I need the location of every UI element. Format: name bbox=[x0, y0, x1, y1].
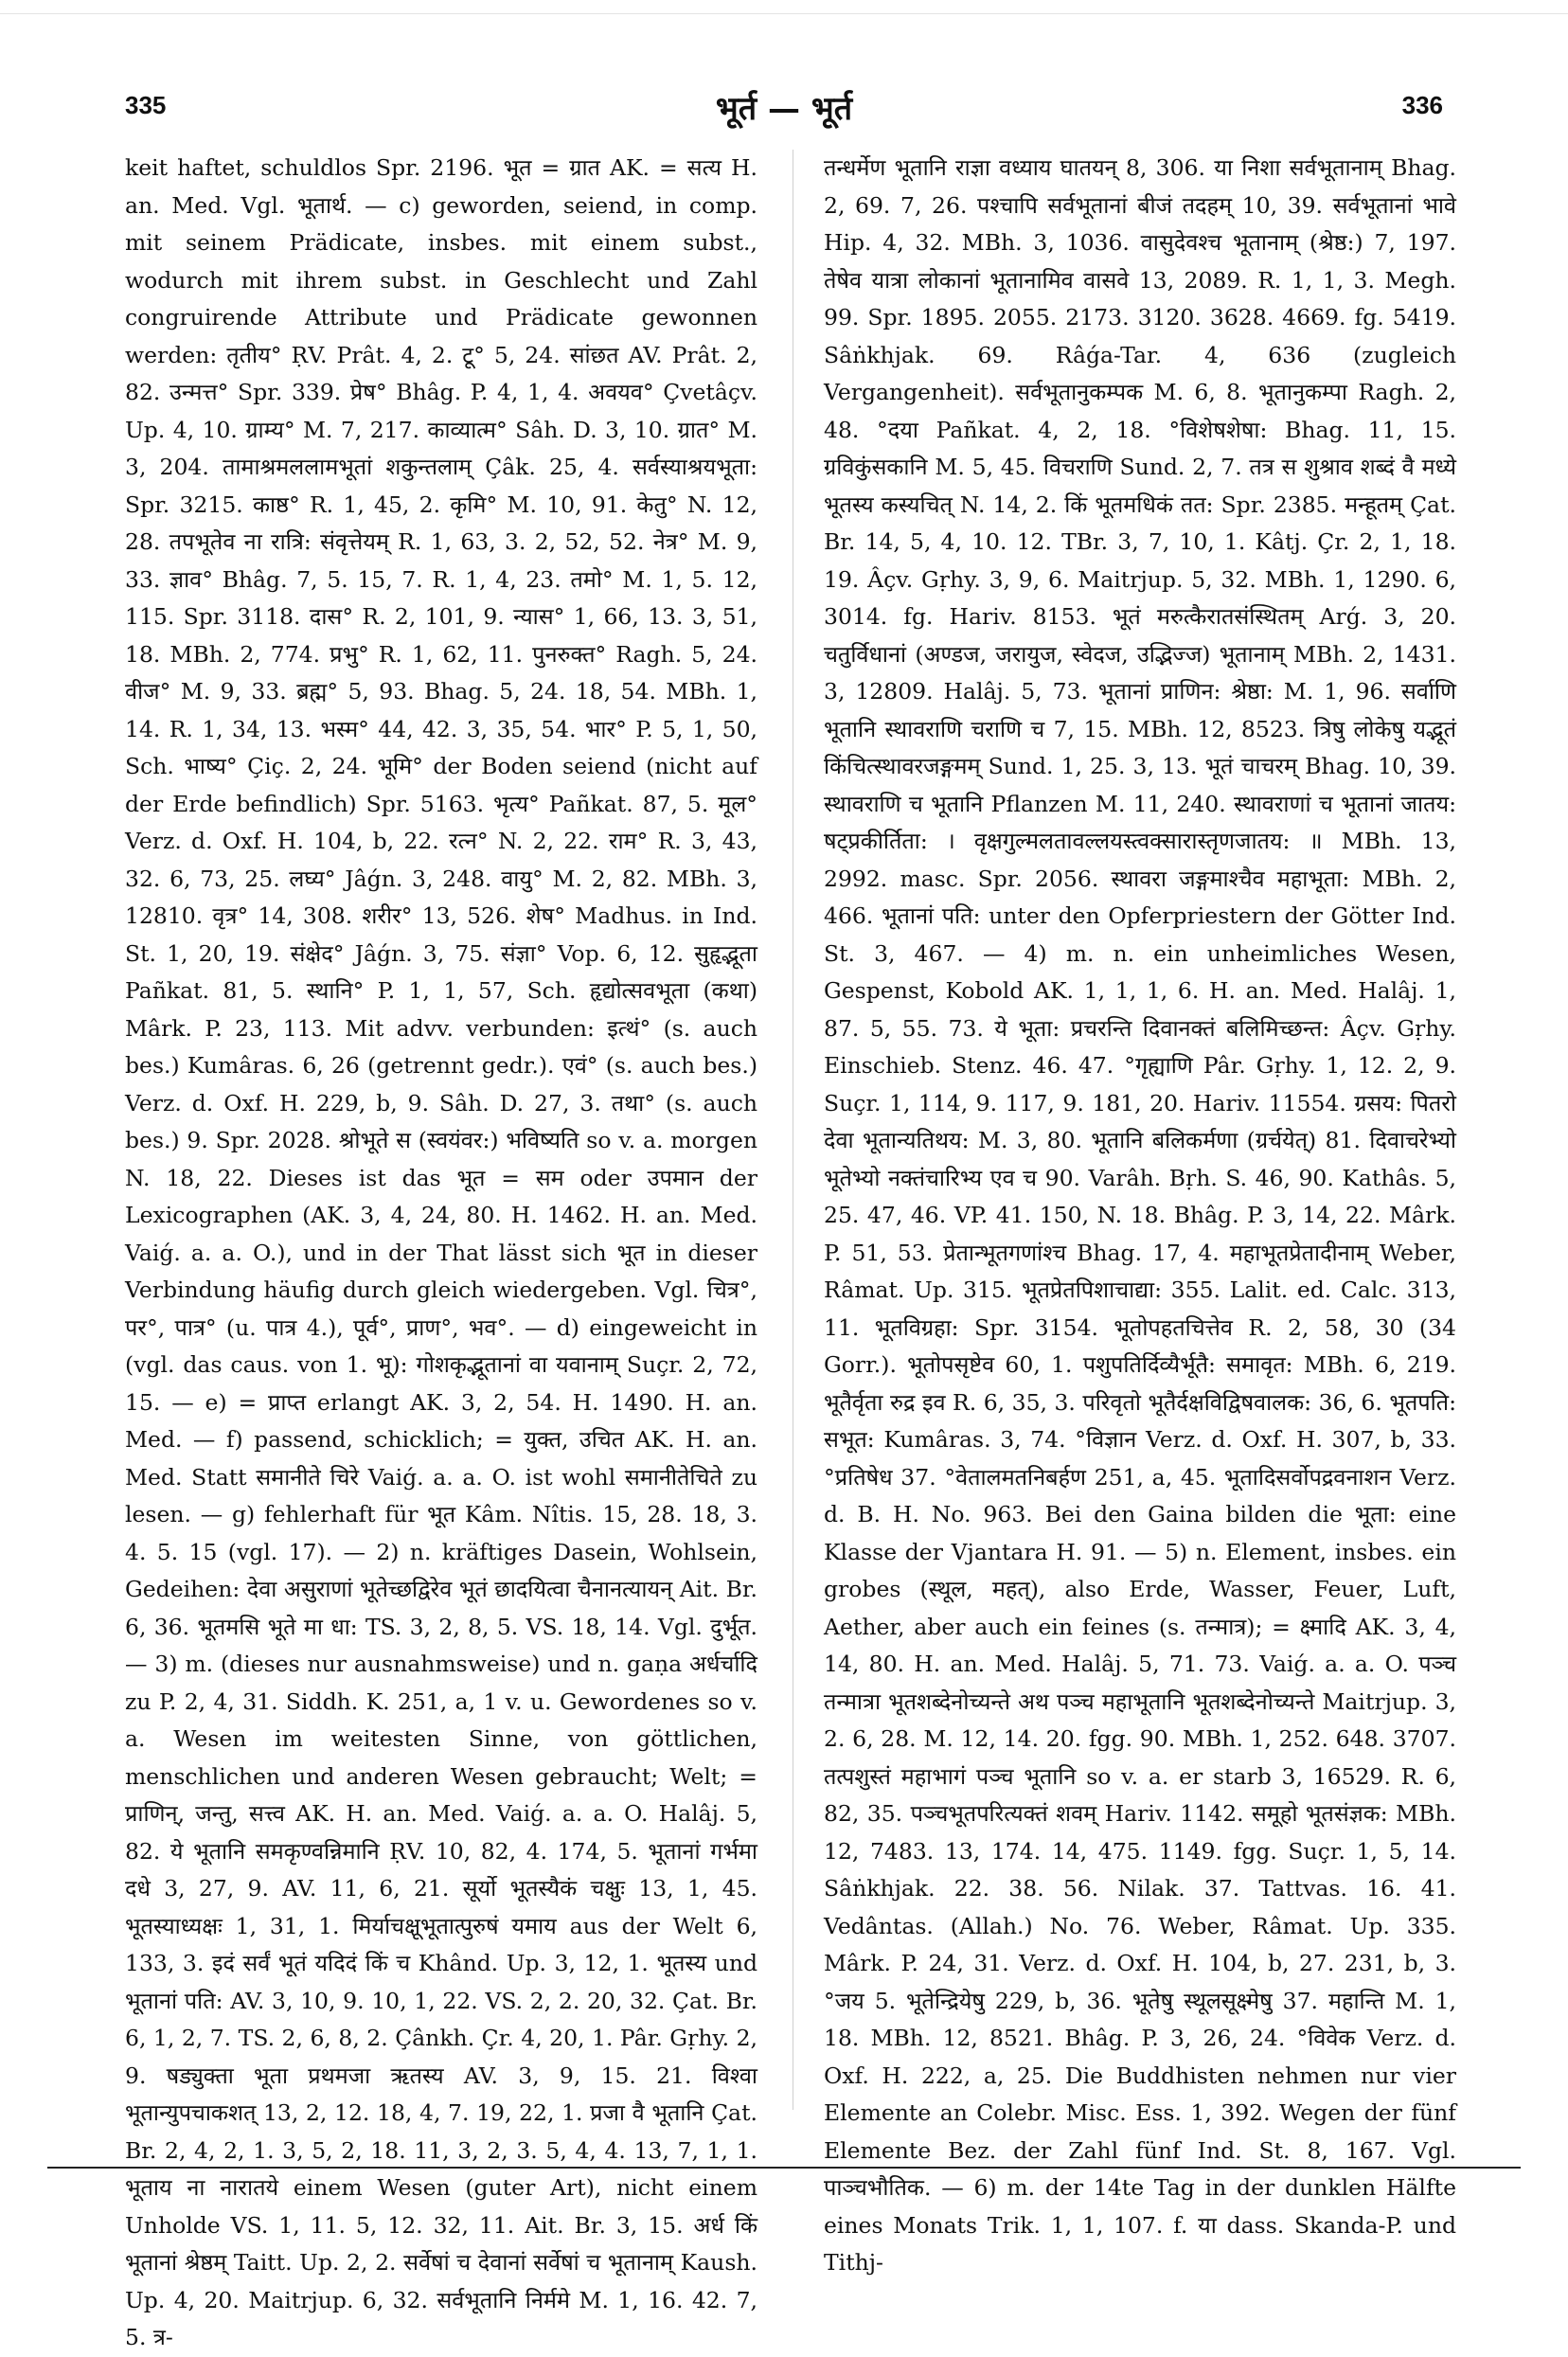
footer-rule bbox=[47, 2167, 1521, 2169]
left-column-text: keit haftet, schuldlos Spr. 2196. भूत = ग्रात AK. = सत्य H. an. Med. Vgl. भूतार्थ. — c) geworden, seiend, in comp. mit seinem Prädicate, insbes. mit einem subst., wodurch mit ihrem subst. in Geschlecht und Zahl congruirende Attribute und Prädicate gewonnen werden: तृतीय° ṚV. Prât. 4, 2. टू° 5, 24. सांछत AV. Prât. 2, 82. उन्मत्त° Spr. 339. प्रेष° Bhâg. P. 4, 1, 4. अवयव° Çvetâçv. Up. 4, 10. ग्राम्य° M. 7, 217. काव्यात्म° Sâh. D. 3, 10. ग्रात° M. 3, 204. तामाश्रमललामभूतां शकुन्तलाम् Çâk. 25, 4. सर्वस्याश्रयभूता: Spr. 3215. काष्ठ° R. 1, 45, 2. कृमि° M. 10, 91. केतु° N. 12, 28. तपभूतेव ना रात्रि: संवृत्तेयम् R. 1, 63, 3. 2, 52, 52. नेत्र° M. 9, 33. ज्ञाव° Bhâg. 7, 5. 15, 7. R. 1, 4, 23. तमो° M. 1, 5. 12, 115. Spr. 3118. दास° R. 2, 101, 9. न्यास° 1, 66, 13. 3, 51, 18. MBh. 2, 774. प्रभु° R. 1, 62, 11. पुनरुक्त° Ragh. 5, 24. वीज° M. 9, 33. ब्रह्म° 5, 93. Bhag. 5, 24. 18, 54. MBh. 1, 14. R. 1, 34, 13. भस्म° 44, 42. 3, 35, 54. भार° P. 5, 1, 50, Sch. भाष्य° Çiç. 2, 24. भूमि° der Boden seiend (nicht auf der Erde befindlich) Spr. 5163. भृत्य° Pañkat. 87, 5. मूल° Verz. d. Oxf. H. 104, b, 22. रत्न° N. 2, 22. राम° R. 3, 43, 32. 6, 73, 25. लघ्य° Jâǵn. 3, 248. वायु° M. 2, 82. MBh. 3, 12810. वृत्र° 14, 308. शरीर° 13, 526. शेष° Madhus. in Ind. St. 1, 20, 19. संक्षेद° Jâǵn. 3, 75. संज्ञा° Vop. 6, 12. सुहृद्भूता Pañkat. 81, 5. स्थानि° P. 1, 1, 57, Sch. हृद्योत्सवभूता (कथा) Mârk. P. 23, 113. Mit advv. verbunden: इत्थं° (s. auch bes.) Kumâras. 6, 26 (getrennt gedr.). एवं° (s. auch bes.) Verz. d. Oxf. H. 229, b, 9. Sâh. D. 27, 3. तथा° (s. auch bes.) 9. Spr. 2028. श्रोभूते स (स्वयंवर:) भविष्यति so v. a. morgen N. 18, 22. Dieses ist das भूत = सम oder उपमान der Lexicographen (AK. 3, 4, 24, 80. H. 1462. H. an. Med. Vaiǵ. a. a. O.), und in der That lässt sich भूत in dieser Verbindung häufig durch gleich wiedergeben. Vgl. चित्र°, पर°, पात्र° (u. पात्र 4.), पूर्व°, प्राण°, भव°. — d) eingeweicht in (vgl. das caus. von 1. भू): गोशकृद्भूतानां वा यवानाम् Suçr. 2, 72, 15. — e) = प्राप्त erlangt AK. 3, 2, 54. H. 1490. H. an. Med. — f) passend, schicklich; = युक्त, उचित AK. H. an. Med. Statt समानीते चिरे Vaiǵ. a. a. O. ist wohl समानीतेचिते zu lesen. — g) fehlerhaft für भूत Kâm. Nîtis. 15, 28. 18, 3. 4. 5. 15 (vgl. 17). — 2) n. kräftiges Dasein, Wohlsein, Gedeihen: देवा असुराणां भूतेच्छद्विरेव भूतं छादयित्वा चैनानत्यायन् Ait. Br. 6, 36. भूतमसि भूते मा धा: TS. 3, 2, 8, 5. VS. 18, 14. Vgl. दुर्भूत. — 3) m. (dieses nur ausnahmsweise) und n. gaṇa अर्धर्चादि zu P. 2, 4, 31. Siddh. K. 251, a, 1 v. u. Gewordenes so v. a. Wesen im weitesten Sinne, von göttlichen, menschlichen und anderen Wesen gebraucht; Welt; = प्राणिन्, जन्तु, सत्त्व AK. H. an. Med. Vaiǵ. a. a. O. Halâj. 5, 82. ये भूतानि समकृण्वन्निमानि ṚV. 10, 82, 4. 174, 5. भूतानां गर्भमा दधे 3, 27, 9. AV. 11, 6, 21. सूर्यो भूतस्यैकं चक्षुः 13, 1, 45. भूतस्याध्यक्षः 1, 31, 1. मिर्याचक्षूभूतात्पुरुषं यमाय aus der Welt 6, 133, 3. इदं सर्वं भूतं यदिदं किं च Khând. Up. 3, 12, 1. भूतस्य und भूतानां पति: AV. 3, 10, 9. 10, 1, 22. VS. 2, 2. 20, 32. Çat. Br. 6, 1, 2, 7. TS. 2, 6, 8, 2. Çânkh. Çr. 4, 20, 1. Pâr. Gṛhy. 2, 9. षड्युक्ता भूता प्रथमजा ऋतस्य AV. 3, 9, 15. 21. विश्वा भूतान्युपचाकशत् 13, 2, 12. 18, 4, 7. 19, 22, 1. प्रजा वै भूतानि Çat. Br. 2, 4, 2, 1. 3, 5, 2, 18. 11, 3, 2, 3. 5, 4, 4. 13, 7, 1, 1. भूताय ना नारातये einem Wesen (guter Art), nicht einem Unholde VS. 1, 11. 5, 12. 32, 11. Ait. Br. 3, 15. अर्ध किं भूतानां श्रेष्ठम् Taitt. Up. 2, 2. सर्वेषां च देवानां सर्वेषां च भूतानाम् Kaush. Up. 4, 20. Maitrjup. 6, 32. सर्वभूतानि निर्ममे M. 1, 16. 42. 7, 5. त्र- bbox=[125, 154, 757, 2350]
right-column bbox=[824, 150, 1456, 2276]
running-head: भूर्त — भूर्त bbox=[715, 90, 853, 128]
right-column-text: तन्धर्मेण भूतानि राज्ञा वध्याय घातयन् 8, 306. या निशा सर्वभूतानाम् Bhag. 2, 69. 7, 26. पश्चापि सर्वभूतानां बीजं तदहम् 10, 39. सर्वभूतानां भावे Hip. 4, 32. MBh. 3, 1036. वासुदेवश्च भूतानाम् (श्रेष्ठ:) 7, 197. तेषेव यात्रा लोकानां भूतानामिव वासवे 13, 2089. R. 1, 1, 3. Megh. 99. Spr. 1895. 2055. 2173. 3120. 3628. 4669. fg. 5419. Sâṅkhjak. 69. Râǵa-Tar. 4, 636 (zugleich Vergangenheit). सर्वभूतानुकम्पक M. 6, 8. भूतानुकम्पा Ragh. 2, 48. °दया Pañkat. 4, 2, 18. °विशेषशेषा: Bhag. 11, 15. ग्रविकुंसकानि M. 5, 45. विचराणि Sund. 2, 7. तत्र स शुश्राव शब्दं वै मध्ये भूतस्य कस्यचित् N. 14, 2. किं भूतमधिकं तत: Spr. 2385. मन्हूतम् Çat. Br. 14, 5, 4, 10. 12. TBr. 3, 7, 10, 1. Kâtj. Çr. 2, 1, 18. 19. Âçv. Gṛhy. 3, 9, 6. Maitrjup. 5, 32. MBh. 1, 1290. 6, 3014. fg. Hariv. 8153. भूतं मरुत्कैरातसंस्थितम् Arǵ. 3, 20. चतुर्विधानां (अण्डज, जरायुज, स्वेदज, उद्भिज्ज) भूतानाम् MBh. 2, 1431. 3, 12809. Halâj. 5, 73. भूतानां प्राणिन: श्रेष्ठा: M. 1, 96. सर्वाणि भूतानि स्थावराणि चराणि च 7, 15. MBh. 12, 8523. त्रिषु लोकेषु यद्भूतं किंचित्स्थावरजङ्गमम् Sund. 1, 25. 3, 13. भूतं चाचरम् Bhag. 10, 39. स्थावराणि च भूतानि Pflanzen M. 11, 240. स्थावराणां च भूतानां जातय: षट्प्रकीर्तिता: । वृक्षगुल्मलतावल्लयस्त्वक्सारास्तृणजातय: ॥ MBh. 13, 2992. masc. Spr. 2056. स्थावरा जङ्गमाश्चैव महाभूता: MBh. 2, 466. भूतानां पति: unter den Opferpriestern der Götter Ind. St. 3, 467. — 4) m. n. ein unheimliches Wesen, Gespenst, Kobold AK. 1, 1, 1, 6. H. an. Med. Halâj. 1, 87. 5, 55. 73. ये भूता: प्रचरन्ति दिवानक्तं बलिमिच्छन्त: Âçv. Gṛhy. Einschieb. Stenz. 46. 47. °गृह्याणि Pâr. Gṛhy. 1, 12. 2, 9. Suçr. 1, 114, 9. 117, 9. 181, 20. Hariv. 11554. ग्रसय: पितरो देवा भूतान्यतिथय: M. 3, 80. भूतानि बलिकर्मणा (ग्रर्चयेत्) 81. दिवाचरेभ्यो भूतेभ्यो नक्तंचारिभ्य एव च 90. Varâh. Bṛh. S. 46, 90. Kathâs. 5, 25. 47, 46. VP. 41. 150, N. 18. Bhâg. P. 3, 14, 22. Mârk. P. 51, 53. प्रेतान्भूतगणांश्च Bhag. 17, 4. महाभूतप्रेतादीनाम् Weber, Râmat. Up. 315. भूतप्रेतपिशाचाद्या: 355. Lalit. ed. Calc. 313, 11. भूतविग्रहा: Spr. 3154. भूतोपहतचित्तेव R. 2, 58, 30 (34 Gorr.). भूतोपसृष्टेव 60, 1. पशुपतिर्दिव्यैर्भूतै: समावृत: MBh. 6, 219. भूतैर्वृता रुद्र इव R. 6, 35, 3. परिवृतो भूतैर्दक्षविद्विषवालक: 36, 6. भूतपति: सभूत: Kumâras. 3, 74. °विज्ञान Verz. d. Oxf. H. 307, b, 33. °प्रतिषेध 37. °वेतालमतनिबर्हण 251, a, 45. भूतादिसर्वोपद्रवनाशन Verz. d. B. H. No. 963. Bei den Gaina bilden die भूता: eine Klasse der Vjantara H. 91. — 5) n. Element, insbes. ein grobes (स्थूल, महत्), also Erde, Wasser, Feuer, Luft, Aether, aber auch ein feines (s. तन्मात्र); = क्ष्मादि AK. 3, 4, 14, 80. H. an. Med. Halâj. 5, 71. 73. Vaiǵ. a. a. O. पञ्च तन्मात्रा भूतशब्देनोच्यन्ते अथ पञ्च महाभूतानि भूतशब्देनोच्यन्ते Maitrjup. 3, 2. 6, 28. M. 12, 14. 20. fgg. 90. MBh. 1, 252. 648. 3707. तत्पशुस्तं महाभागं पञ्च भूतानि so v. a. er starb 3, 16529. R. 6, 82, 35. पञ्चभूतपरित्यक्तं शवम् Hariv. 1142. समूहो भूतसंज्ञक: MBh. 12, 7483. 13, 174. 14, 475. 1149. fgg. Suçr. 1, 5, 14. Sâṅkhjak. 22. 38. 56. Nilak. 37. Tattvas. 16. 41. Vedântas. (Allah.) No. 76. Weber, Râmat. Up. 335. Mârk. P. 24, 31. Verz. d. Oxf. H. 104, b, 27. 231, b, 3. °जय 5. भूतेन्द्रियेषु 229, b, 36. भूतेषु स्थूलसूक्ष्मेषु 37. महान्ति M. 1, 18. MBh. 12, 8521. Bhâg. P. 3, 26, 24. °विवेक Verz. d. Oxf. H. 222, a, 25. Die Buddhisten nehmen nur vier Elemente an Colebr. Misc. Ess. 1, 392. Wegen der fünf Elemente Bez. der Zahl fünf Ind. St. 8, 167. Vgl. पाञ्चभौतिक. — 6) m. der 14te Tag in der dunklen Hälfte eines Monats Trik. 1, 1, 107. f. या dass. Skanda-P. und Tithj- bbox=[824, 154, 1456, 2276]
page-number-right: 336 bbox=[1401, 91, 1443, 119]
left-column bbox=[125, 150, 757, 2350]
page-header bbox=[121, 91, 1447, 129]
page-number-left: 335 bbox=[125, 91, 167, 119]
scan-edge-line bbox=[0, 13, 1568, 14]
